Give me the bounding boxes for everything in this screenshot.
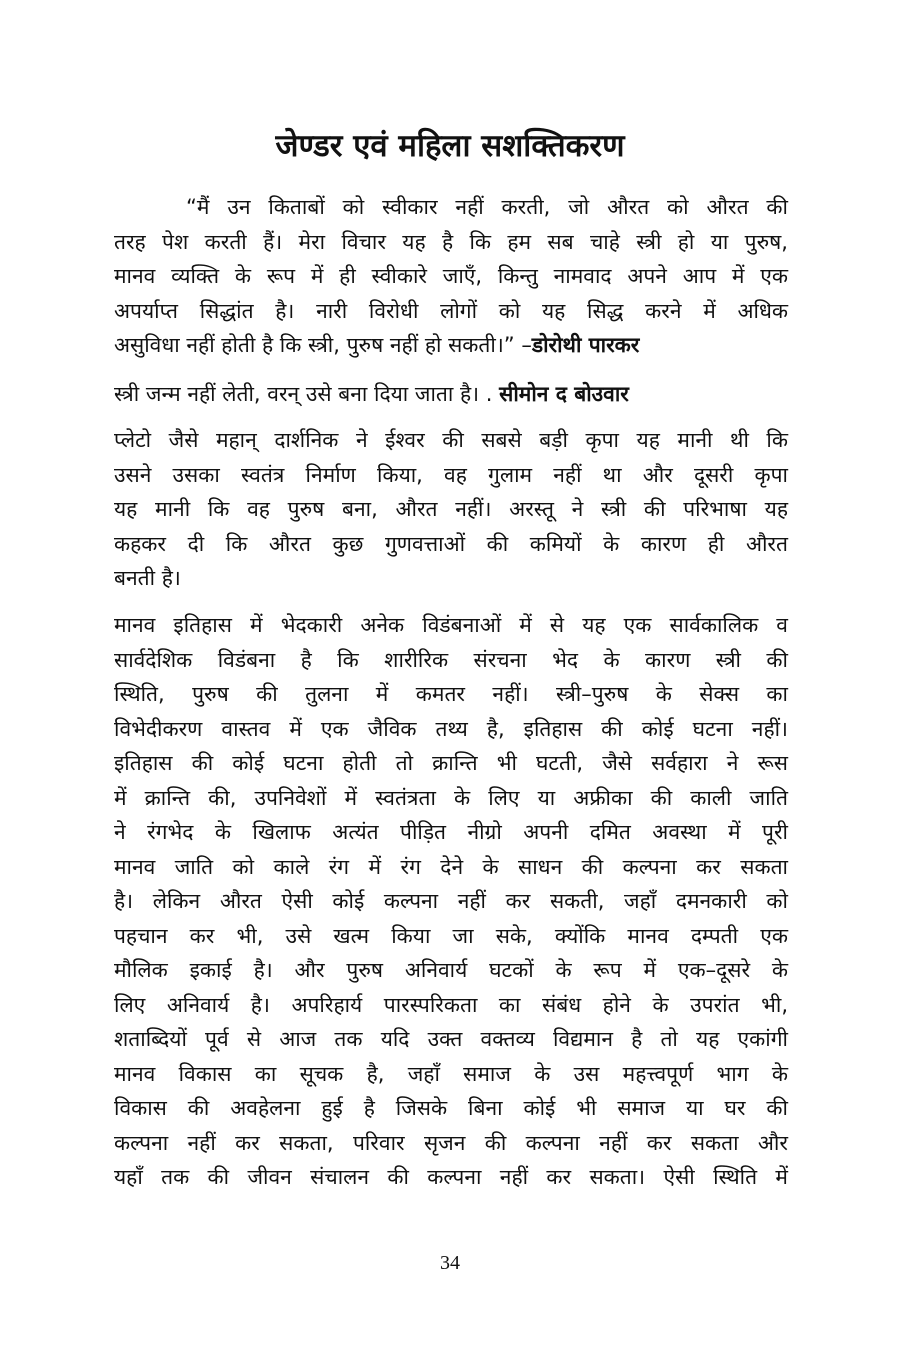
- paragraph-line: है। लेकिन औरत ऐसी कोई कल्पना नहीं कर सकती, जहाँ दमनकारी को: [114, 889, 788, 913]
- paragraph-human-history: [114, 608, 788, 1195]
- quote-line-text: “मैं उन किताबों को स्वीकार नहीं करती, जो औरत को औरत की: [186, 195, 788, 219]
- paragraph-line: ने रंगभेद के खिलाफ अत्यंत पीड़ित नीग्रो अपनी दमित अवस्था में पूरी: [114, 820, 788, 844]
- quote-line: मानव व्यक्ति के रूप में ही स्वीकारे जाएँ, किन्तु नामवाद अपने आप में एक: [114, 264, 788, 288]
- paragraph-line: स्थिति, पुरुष की तुलना में कमतर नहीं। स्त्री–पुरुष के सेक्स का: [114, 682, 788, 706]
- quote-dorothy-parker: [114, 190, 788, 363]
- paragraph-line: मानव विकास का सूचक है, जहाँ समाज के उस महत्त्वपूर्ण भाग के: [114, 1061, 788, 1086]
- paragraph-line: यहाँ तक की जीवन संचालन की कल्पना नहीं कर सकता। ऐसी स्थिति में: [114, 1165, 788, 1189]
- paragraph-line: कल्पना नहीं कर सकता, परिवार सृजन की कल्पना नहीं कर सकता और: [114, 1130, 788, 1155]
- paragraph-line: इतिहास की कोई घटना होती तो क्रान्ति भी घटती, जैसे सर्वहारा ने रूस: [114, 751, 788, 775]
- paragraph-line: विकास की अवहेलना हुई है जिसके बिना कोई भी समाज या घर की: [114, 1096, 788, 1120]
- paragraph-line: सार्वदेशिक विडंबना है कि शारीरिक संरचना भेद के कारण स्त्री की: [114, 647, 788, 672]
- quote-line-text: असुविधा नहीं होती है कि स्त्री, पुरुष नहीं हो सकती।” –: [114, 333, 532, 357]
- paragraph-line: में क्रान्ति की, उपनिवेशों में स्वतंत्रता के लिए या अफ्रीका की काली जाति: [114, 785, 788, 810]
- page-number: 34: [440, 1252, 460, 1274]
- paragraph-line: विभेदीकरण वास्तव में एक जैविक तथ्य है, इतिहास की कोई घटना नहीं।: [114, 716, 788, 741]
- page-title: जेण्डर एवं महिला सशक्तिकरण: [275, 128, 625, 164]
- paragraph-line: उसने उसका स्वतंत्र निर्माण किया, वह गुलाम नहीं था और दूसरी कृपा: [114, 462, 788, 487]
- paragraph-plato-aristotle: [114, 423, 788, 596]
- paragraph-line: लिए अनिवार्य है। अपरिहार्य पारस्परिकता का संबंध होने के उपरांत भी,: [114, 992, 788, 1017]
- paragraph-line: प्लेटो जैसे महान् दार्शनिक ने ईश्वर की सबसे बड़ी कृपा यह मानी थी कि: [114, 428, 788, 452]
- paragraph-line: बनती है।: [114, 566, 181, 590]
- quote-simone-de-beauvoir: [114, 377, 788, 412]
- paragraph-line: यह मानी कि वह पुरुष बना, औरत नहीं। अरस्तू ने स्त्री की परिभाषा यह: [114, 497, 788, 521]
- quote-line: [114, 328, 788, 363]
- quote-line: तरह पेश करती हैं। मेरा विचार यह है कि हम सब चाहे स्त्री हो या पुरुष,: [114, 229, 788, 254]
- quote-author: डोरोथी पारकर: [531, 333, 640, 357]
- paragraph-line: पहचान कर भी, उसे खत्म किया जा सके, क्योंकि मानव दम्पती एक: [114, 923, 788, 948]
- quote-author: सीमोन द बोउवार: [499, 382, 629, 406]
- paragraph-line: कहकर दी कि औरत कुछ गुणवत्ताओं की कमियों के कारण ही औरत: [114, 531, 788, 556]
- quote-line: [114, 377, 788, 412]
- paragraph-line: शताब्दियों पूर्व से आज तक यदि उक्त वक्तव्य विद्यमान है तो यह एकांगी: [114, 1027, 788, 1051]
- paragraph-line: मानव इतिहास में भेदकारी अनेक विडंबनाओं में से यह एक सार्वकालिक व: [114, 613, 788, 637]
- quote-line-text: स्त्री जन्म नहीं लेती, वरन् उसे बना दिया जाता है। .: [114, 382, 500, 406]
- quote-line: [114, 190, 788, 225]
- paragraph-line: मानव जाति को काले रंग में रंग देने के साधन की कल्पना कर सकता: [114, 854, 788, 879]
- quote-line: अपर्याप्त सिद्धांत है। नारी विरोधी लोगों को यह सिद्ध करने में अधिक: [114, 298, 788, 323]
- paragraph-line: मौलिक इकाई है। और पुरुष अनिवार्य घटकों के रूप में एक–दूसरे के: [114, 958, 788, 982]
